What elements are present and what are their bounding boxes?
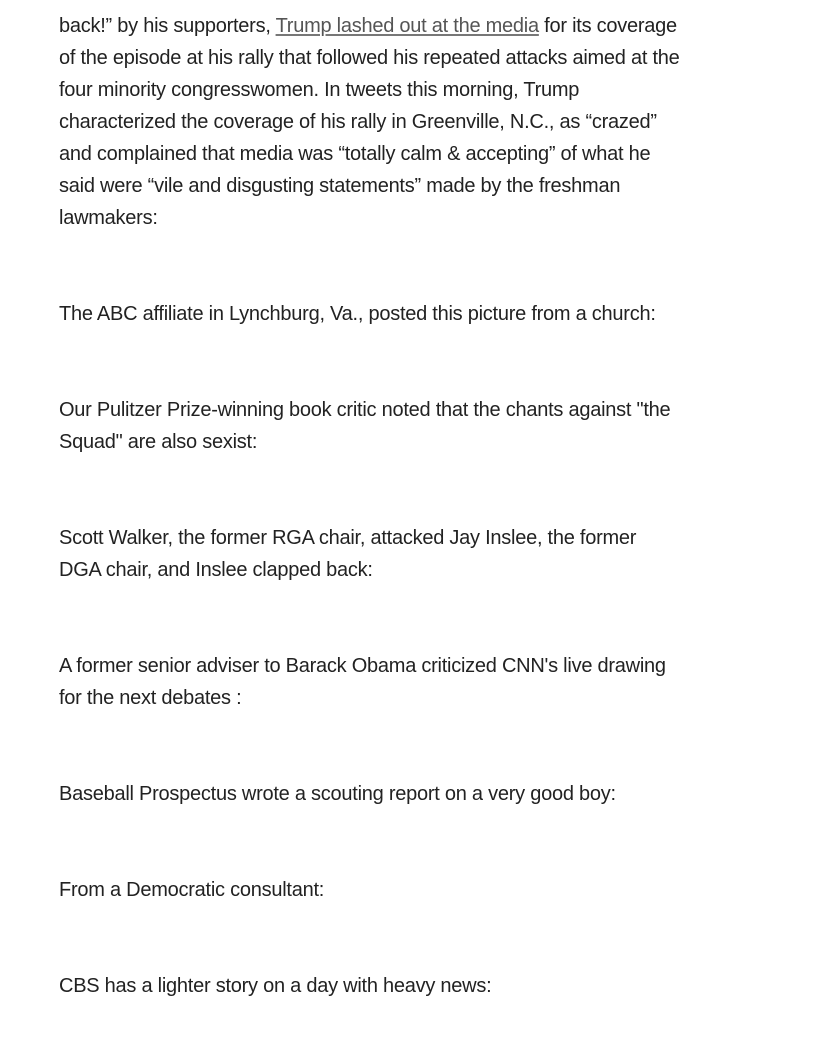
paragraph-line: Scott Walker, the former RGA chair, attacked Jay Inslee, the former xyxy=(59,527,637,549)
paragraph-line: A former senior adviser to Barack Obama criticized CNN's live drawing xyxy=(59,655,666,677)
paragraph-obama-adviser xyxy=(59,650,666,714)
paragraph-line: Baseball Prospectus wrote a scouting report on a very good boy: xyxy=(59,783,616,805)
paragraph-line: From a Democratic consultant: xyxy=(59,879,325,901)
paragraph-line: CBS has a lighter story on a day with heavy news: xyxy=(59,975,492,997)
text: for its coverage xyxy=(538,15,677,37)
paragraph-line: for the next debates : xyxy=(59,687,242,709)
paragraph-cbs-story xyxy=(59,970,491,1002)
paragraph-line: characterized the coverage of his rally in Greenville, N.C., as “crazed” xyxy=(59,111,657,133)
paragraph-line: four minority congresswomen. In tweets this morning, Trump xyxy=(59,79,580,101)
paragraph-line: Squad" are also sexist: xyxy=(59,431,258,453)
text: back!” by his supporters, xyxy=(59,15,276,37)
paragraph-line: lawmakers: xyxy=(59,207,158,229)
paragraph-baseball-prospectus xyxy=(59,778,616,810)
paragraph-line: DGA chair, and Inslee clapped back: xyxy=(59,559,373,581)
paragraph-walker-inslee xyxy=(59,522,636,586)
paragraph-trump-media xyxy=(59,10,680,234)
paragraph-line: and complained that media was “totally calm & accepting” of what he xyxy=(59,143,651,165)
paragraph-abc-affiliate xyxy=(59,298,656,330)
paragraph-line: The ABC affiliate in Lynchburg, Va., posted this picture from a church: xyxy=(59,303,656,325)
trump-lashed-out-link[interactable]: Trump lashed out at the media xyxy=(275,15,539,37)
paragraph-line xyxy=(59,10,680,42)
paragraph-book-critic xyxy=(59,394,670,458)
paragraph-line: Our Pulitzer Prize-winning book critic noted that the chants against "the xyxy=(59,399,671,421)
paragraph-line: said were “vile and disgusting statements” made by the freshman xyxy=(59,175,621,197)
paragraph-line: of the episode at his rally that followed his repeated attacks aimed at the xyxy=(59,47,680,69)
paragraph-democratic-consultant xyxy=(59,874,324,906)
